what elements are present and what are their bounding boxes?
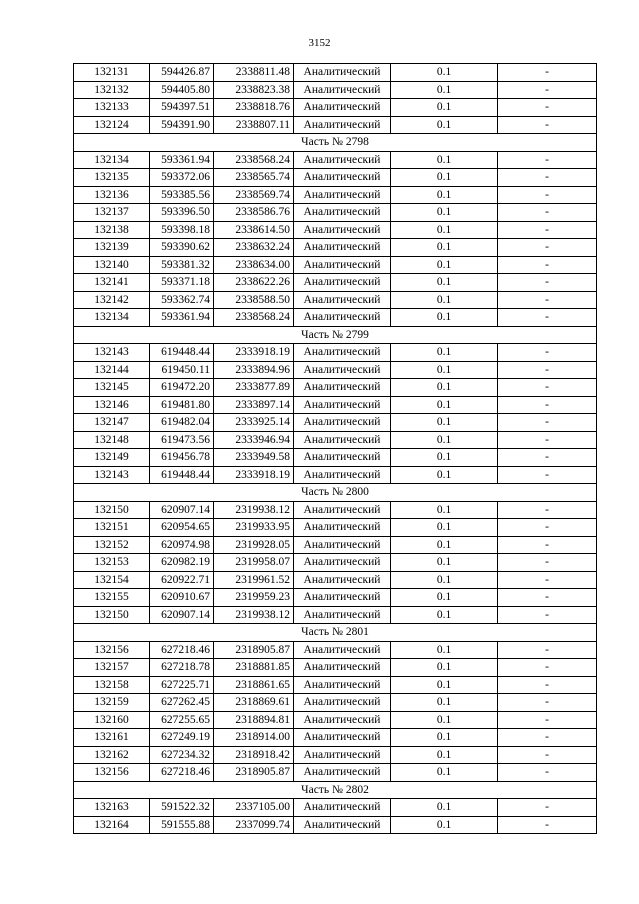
point-number-cell: 132142 [74,291,150,309]
y-coordinate-cell: 2318861.65 [214,676,294,694]
method-cell: Аналитический [294,239,391,257]
part-header-row [74,781,597,799]
point-number-cell: 132157 [74,659,150,677]
extra-cell: - [498,816,597,834]
point-number-cell: 132135 [74,169,150,187]
x-coordinate-cell: 593396.50 [150,204,214,222]
x-coordinate-cell: 594391.90 [150,116,214,134]
method-cell: Аналитический [294,746,391,764]
y-coordinate-cell: 2318894.81 [214,711,294,729]
y-coordinate-cell: 2338622.26 [214,274,294,292]
extra-cell: - [498,64,597,82]
point-number-cell: 132139 [74,239,150,257]
part-label: Часть № 2798 [74,134,597,152]
method-cell: Аналитический [294,81,391,99]
coordinates-table [73,63,597,834]
x-coordinate-cell: 591555.88 [150,816,214,834]
method-cell: Аналитический [294,694,391,712]
method-cell: Аналитический [294,291,391,309]
method-cell: Аналитический [294,204,391,222]
method-cell: Аналитический [294,571,391,589]
point-number-cell: 132150 [74,606,150,624]
point-number-cell: 132145 [74,379,150,397]
table-row [74,571,597,589]
accuracy-cell: 0.1 [391,291,498,309]
table-row [74,536,597,554]
method-cell: Аналитический [294,449,391,467]
table-row [74,431,597,449]
extra-cell: - [498,641,597,659]
extra-cell: - [498,256,597,274]
x-coordinate-cell: 594426.87 [150,64,214,82]
x-coordinate-cell: 620907.14 [150,501,214,519]
y-coordinate-cell: 2318918.42 [214,746,294,764]
y-coordinate-cell: 2333894.96 [214,361,294,379]
y-coordinate-cell: 2319938.12 [214,606,294,624]
accuracy-cell: 0.1 [391,676,498,694]
y-coordinate-cell: 2338569.74 [214,186,294,204]
accuracy-cell: 0.1 [391,344,498,362]
extra-cell: - [498,554,597,572]
method-cell: Аналитический [294,589,391,607]
point-number-cell: 132162 [74,746,150,764]
y-coordinate-cell: 2337099.74 [214,816,294,834]
y-coordinate-cell: 2333925.14 [214,414,294,432]
y-coordinate-cell: 2333897.14 [214,396,294,414]
method-cell: Аналитический [294,361,391,379]
method-cell: Аналитический [294,764,391,782]
table-row [74,606,597,624]
extra-cell: - [498,536,597,554]
point-number-cell: 132156 [74,641,150,659]
method-cell: Аналитический [294,554,391,572]
method-cell: Аналитический [294,659,391,677]
table-row [74,746,597,764]
point-number-cell: 132133 [74,99,150,117]
accuracy-cell: 0.1 [391,519,498,537]
x-coordinate-cell: 593398.18 [150,221,214,239]
accuracy-cell: 0.1 [391,466,498,484]
x-coordinate-cell: 619448.44 [150,466,214,484]
accuracy-cell: 0.1 [391,81,498,99]
table-row [74,309,597,327]
method-cell: Аналитический [294,379,391,397]
extra-cell: - [498,396,597,414]
accuracy-cell: 0.1 [391,641,498,659]
y-coordinate-cell: 2338565.74 [214,169,294,187]
table-row [74,764,597,782]
y-coordinate-cell: 2333949.58 [214,449,294,467]
table-row [74,414,597,432]
y-coordinate-cell: 2333946.94 [214,431,294,449]
point-number-cell: 132137 [74,204,150,222]
point-number-cell: 132153 [74,554,150,572]
point-number-cell: 132138 [74,221,150,239]
method-cell: Аналитический [294,221,391,239]
extra-cell: - [498,239,597,257]
y-coordinate-cell: 2333918.19 [214,466,294,484]
point-number-cell: 132136 [74,186,150,204]
accuracy-cell: 0.1 [391,589,498,607]
extra-cell: - [498,99,597,117]
method-cell: Аналитический [294,414,391,432]
accuracy-cell: 0.1 [391,116,498,134]
extra-cell: - [498,186,597,204]
method-cell: Аналитический [294,711,391,729]
point-number-cell: 132154 [74,571,150,589]
y-coordinate-cell: 2319958.07 [214,554,294,572]
accuracy-cell: 0.1 [391,361,498,379]
point-number-cell: 132143 [74,466,150,484]
table-row [74,466,597,484]
part-header-row [74,484,597,502]
method-cell: Аналитический [294,676,391,694]
method-cell: Аналитический [294,309,391,327]
x-coordinate-cell: 619456.78 [150,449,214,467]
method-cell: Аналитический [294,466,391,484]
extra-cell: - [498,746,597,764]
x-coordinate-cell: 593361.94 [150,309,214,327]
part-header-row [74,134,597,152]
x-coordinate-cell: 593362.74 [150,291,214,309]
part-label: Часть № 2800 [74,484,597,502]
method-cell: Аналитический [294,729,391,747]
method-cell: Аналитический [294,501,391,519]
y-coordinate-cell: 2319933.95 [214,519,294,537]
accuracy-cell: 0.1 [391,799,498,817]
table-row [74,659,597,677]
x-coordinate-cell: 619472.20 [150,379,214,397]
x-coordinate-cell: 619473.56 [150,431,214,449]
table-row [74,501,597,519]
y-coordinate-cell: 2319961.52 [214,571,294,589]
table-row [74,221,597,239]
accuracy-cell: 0.1 [391,309,498,327]
accuracy-cell: 0.1 [391,711,498,729]
accuracy-cell: 0.1 [391,239,498,257]
part-header-row [74,624,597,642]
method-cell: Аналитический [294,116,391,134]
point-number-cell: 132149 [74,449,150,467]
y-coordinate-cell: 2337105.00 [214,799,294,817]
method-cell: Аналитический [294,151,391,169]
table-row [74,694,597,712]
extra-cell: - [498,361,597,379]
point-number-cell: 132134 [74,151,150,169]
table-row [74,81,597,99]
extra-cell: - [498,466,597,484]
x-coordinate-cell: 627218.46 [150,641,214,659]
extra-cell: - [498,81,597,99]
point-number-cell: 132147 [74,414,150,432]
y-coordinate-cell: 2319938.12 [214,501,294,519]
y-coordinate-cell: 2333877.89 [214,379,294,397]
table-row [74,239,597,257]
accuracy-cell: 0.1 [391,274,498,292]
x-coordinate-cell: 619448.44 [150,344,214,362]
table-row [74,554,597,572]
point-number-cell: 132159 [74,694,150,712]
y-coordinate-cell: 2338568.24 [214,151,294,169]
y-coordinate-cell: 2338568.24 [214,309,294,327]
point-number-cell: 132152 [74,536,150,554]
table-row [74,256,597,274]
y-coordinate-cell: 2338614.50 [214,221,294,239]
accuracy-cell: 0.1 [391,694,498,712]
x-coordinate-cell: 620954.65 [150,519,214,537]
x-coordinate-cell: 620982.19 [150,554,214,572]
x-coordinate-cell: 591522.32 [150,799,214,817]
x-coordinate-cell: 593385.56 [150,186,214,204]
table-row [74,799,597,817]
method-cell: Аналитический [294,186,391,204]
table-row [74,169,597,187]
accuracy-cell: 0.1 [391,99,498,117]
y-coordinate-cell: 2338588.50 [214,291,294,309]
method-cell: Аналитический [294,64,391,82]
point-number-cell: 132141 [74,274,150,292]
accuracy-cell: 0.1 [391,256,498,274]
table-row [74,186,597,204]
x-coordinate-cell: 627225.71 [150,676,214,694]
page-number: 3152 [308,37,331,49]
extra-cell: - [498,151,597,169]
extra-cell: - [498,606,597,624]
extra-cell: - [498,694,597,712]
point-number-cell: 132124 [74,116,150,134]
x-coordinate-cell: 627262.45 [150,694,214,712]
point-number-cell: 132140 [74,256,150,274]
method-cell: Аналитический [294,169,391,187]
method-cell: Аналитический [294,274,391,292]
method-cell: Аналитический [294,606,391,624]
extra-cell: - [498,501,597,519]
accuracy-cell: 0.1 [391,221,498,239]
accuracy-cell: 0.1 [391,536,498,554]
method-cell: Аналитический [294,799,391,817]
accuracy-cell: 0.1 [391,431,498,449]
x-coordinate-cell: 593390.62 [150,239,214,257]
table-row [74,519,597,537]
x-coordinate-cell: 627249.19 [150,729,214,747]
y-coordinate-cell: 2338807.11 [214,116,294,134]
method-cell: Аналитический [294,256,391,274]
extra-cell: - [498,589,597,607]
table-row [74,344,597,362]
x-coordinate-cell: 619481.80 [150,396,214,414]
x-coordinate-cell: 627234.32 [150,746,214,764]
part-label: Часть № 2801 [74,624,597,642]
accuracy-cell: 0.1 [391,64,498,82]
point-number-cell: 132160 [74,711,150,729]
accuracy-cell: 0.1 [391,151,498,169]
extra-cell: - [498,659,597,677]
accuracy-cell: 0.1 [391,379,498,397]
accuracy-cell: 0.1 [391,186,498,204]
extra-cell: - [498,116,597,134]
accuracy-cell: 0.1 [391,204,498,222]
table-row [74,711,597,729]
point-number-cell: 132148 [74,431,150,449]
point-number-cell: 132144 [74,361,150,379]
method-cell: Аналитический [294,641,391,659]
table-row [74,589,597,607]
method-cell: Аналитический [294,816,391,834]
method-cell: Аналитический [294,536,391,554]
y-coordinate-cell: 2338632.24 [214,239,294,257]
table-row [74,379,597,397]
point-number-cell: 132163 [74,799,150,817]
table-row [74,641,597,659]
x-coordinate-cell: 594405.80 [150,81,214,99]
accuracy-cell: 0.1 [391,396,498,414]
accuracy-cell: 0.1 [391,729,498,747]
extra-cell: - [498,676,597,694]
extra-cell: - [498,379,597,397]
part-label: Часть № 2799 [74,326,597,344]
point-number-cell: 132143 [74,344,150,362]
method-cell: Аналитический [294,99,391,117]
method-cell: Аналитический [294,431,391,449]
y-coordinate-cell: 2318914.00 [214,729,294,747]
extra-cell: - [498,764,597,782]
y-coordinate-cell: 2338818.76 [214,99,294,117]
x-coordinate-cell: 593361.94 [150,151,214,169]
part-header-row [74,326,597,344]
y-coordinate-cell: 2338586.76 [214,204,294,222]
x-coordinate-cell: 593381.32 [150,256,214,274]
table-row [74,361,597,379]
y-coordinate-cell: 2319959.23 [214,589,294,607]
x-coordinate-cell: 627218.78 [150,659,214,677]
extra-cell: - [498,291,597,309]
table-row [74,396,597,414]
y-coordinate-cell: 2338811.48 [214,64,294,82]
y-coordinate-cell: 2333918.19 [214,344,294,362]
part-label: Часть № 2802 [74,781,597,799]
method-cell: Аналитический [294,519,391,537]
x-coordinate-cell: 620907.14 [150,606,214,624]
accuracy-cell: 0.1 [391,571,498,589]
table-row [74,64,597,82]
accuracy-cell: 0.1 [391,501,498,519]
table-row [74,116,597,134]
extra-cell: - [498,204,597,222]
point-number-cell: 132164 [74,816,150,834]
point-number-cell: 132131 [74,64,150,82]
x-coordinate-cell: 594397.51 [150,99,214,117]
accuracy-cell: 0.1 [391,449,498,467]
accuracy-cell: 0.1 [391,764,498,782]
extra-cell: - [498,711,597,729]
extra-cell: - [498,571,597,589]
point-number-cell: 132156 [74,764,150,782]
extra-cell: - [498,414,597,432]
point-number-cell: 132155 [74,589,150,607]
x-coordinate-cell: 620922.71 [150,571,214,589]
accuracy-cell: 0.1 [391,816,498,834]
y-coordinate-cell: 2319928.05 [214,536,294,554]
accuracy-cell: 0.1 [391,554,498,572]
table-row [74,99,597,117]
extra-cell: - [498,169,597,187]
x-coordinate-cell: 619482.04 [150,414,214,432]
extra-cell: - [498,309,597,327]
extra-cell: - [498,519,597,537]
x-coordinate-cell: 620910.67 [150,589,214,607]
extra-cell: - [498,221,597,239]
table-row [74,151,597,169]
x-coordinate-cell: 593372.06 [150,169,214,187]
y-coordinate-cell: 2338634.00 [214,256,294,274]
table-row [74,274,597,292]
y-coordinate-cell: 2318881.85 [214,659,294,677]
accuracy-cell: 0.1 [391,746,498,764]
x-coordinate-cell: 619450.11 [150,361,214,379]
point-number-cell: 132134 [74,309,150,327]
table-row [74,676,597,694]
table-row [74,291,597,309]
coordinates-table-body [74,64,597,834]
point-number-cell: 132146 [74,396,150,414]
point-number-cell: 132161 [74,729,150,747]
table-row [74,449,597,467]
y-coordinate-cell: 2318869.61 [214,694,294,712]
point-number-cell: 132150 [74,501,150,519]
extra-cell: - [498,274,597,292]
extra-cell: - [498,449,597,467]
x-coordinate-cell: 627255.65 [150,711,214,729]
point-number-cell: 132132 [74,81,150,99]
point-number-cell: 132158 [74,676,150,694]
method-cell: Аналитический [294,344,391,362]
table-row [74,729,597,747]
extra-cell: - [498,344,597,362]
table-row [74,816,597,834]
table-row [74,204,597,222]
x-coordinate-cell: 627218.46 [150,764,214,782]
x-coordinate-cell: 620974.98 [150,536,214,554]
accuracy-cell: 0.1 [391,414,498,432]
accuracy-cell: 0.1 [391,169,498,187]
x-coordinate-cell: 593371.18 [150,274,214,292]
y-coordinate-cell: 2318905.87 [214,764,294,782]
accuracy-cell: 0.1 [391,659,498,677]
accuracy-cell: 0.1 [391,606,498,624]
extra-cell: - [498,729,597,747]
y-coordinate-cell: 2338823.38 [214,81,294,99]
extra-cell: - [498,799,597,817]
point-number-cell: 132151 [74,519,150,537]
y-coordinate-cell: 2318905.87 [214,641,294,659]
method-cell: Аналитический [294,396,391,414]
extra-cell: - [498,431,597,449]
